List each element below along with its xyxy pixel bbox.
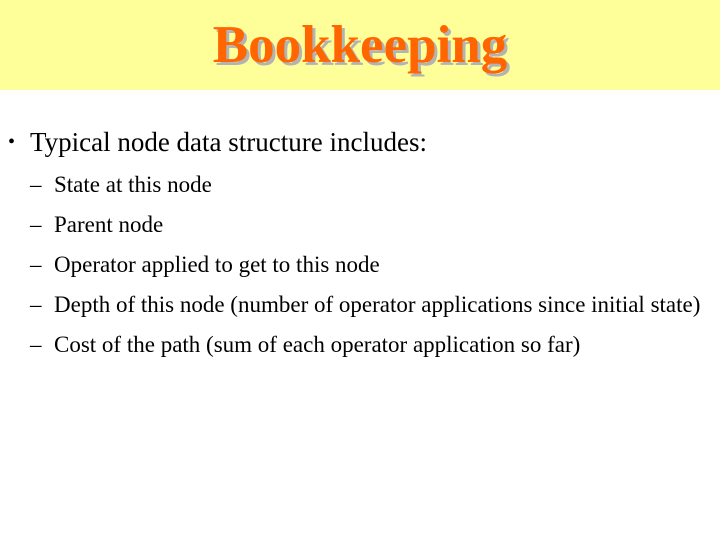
sub-bullet-text: Operator applied to get to this node — [54, 252, 380, 277]
sub-bullet-text: Parent node — [54, 212, 164, 237]
dash-marker: – — [30, 332, 42, 357]
main-bullet-text: Typical node data structure includes: — [30, 127, 427, 157]
slide-title: Bookkeeping — [212, 16, 508, 74]
sub-bullet-list — [30, 170, 710, 370]
main-bullet — [8, 122, 427, 162]
sub-bullet-state — [30, 170, 710, 200]
sub-bullet-cost — [30, 330, 710, 360]
dash-marker: – — [30, 292, 42, 317]
sub-bullet-parent — [30, 210, 710, 240]
dash-marker: – — [30, 212, 42, 237]
sub-bullet-operator — [30, 250, 710, 280]
sub-bullet-text: Depth of this node (number of operator applications since initial state) — [54, 292, 701, 317]
dash-marker: – — [30, 252, 42, 277]
dash-marker: – — [30, 172, 42, 197]
sub-bullet-depth — [30, 290, 710, 320]
sub-bullet-text: State at this node — [54, 172, 212, 197]
bullet-marker: • — [8, 131, 16, 153]
sub-bullet-text: Cost of the path (sum of each operator application so far) — [54, 332, 581, 357]
